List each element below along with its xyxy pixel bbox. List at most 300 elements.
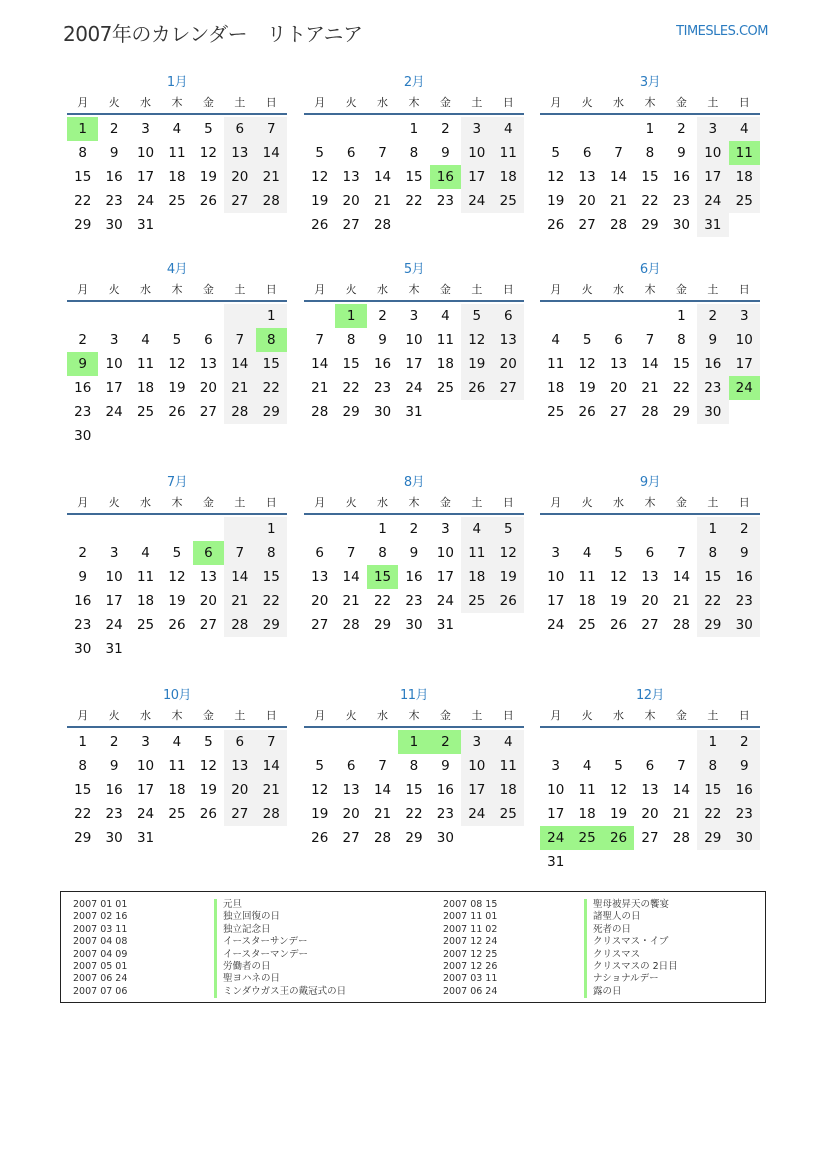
weekday-label: 木 xyxy=(171,709,183,722)
weekday-label: 水 xyxy=(377,496,389,509)
holiday-date: 2007 07 06 xyxy=(73,985,128,997)
weekday-label: 月 xyxy=(550,96,562,109)
empty-cell xyxy=(540,517,571,541)
weekday-label: 火 xyxy=(345,96,357,109)
day-cell: 20 xyxy=(199,380,217,396)
day-cell: 17 xyxy=(547,806,565,822)
empty-cell xyxy=(540,117,571,141)
day-cell: 21 xyxy=(224,589,255,613)
day-cell: 28 xyxy=(672,617,690,633)
day-cell: 13 xyxy=(224,754,255,778)
weekday-label: 火 xyxy=(108,283,120,296)
day-cell: 3 xyxy=(141,121,150,137)
day-grid xyxy=(540,117,760,237)
day-cell: 2 xyxy=(109,121,119,137)
day-cell: 13 xyxy=(609,356,628,372)
month-name: 6月 xyxy=(639,262,661,277)
day-cell: 18 xyxy=(493,165,524,189)
weekday-label: 火 xyxy=(108,709,120,722)
day-cell: 9 xyxy=(109,758,119,774)
day-cell: 23 xyxy=(405,593,423,609)
day-cell: 1 xyxy=(645,121,655,137)
weekday-label: 火 xyxy=(581,283,593,296)
day-cell: 25 xyxy=(168,193,186,209)
day-cell: 5 xyxy=(172,332,182,348)
day-cell: 11 xyxy=(493,141,524,165)
day-cell: 22 xyxy=(641,193,659,209)
weekday-label: 金 xyxy=(439,496,451,509)
day-cell: 9 xyxy=(109,145,119,161)
weekday-header xyxy=(304,280,524,302)
holiday-name: クリスマス xyxy=(584,949,640,961)
day-grid xyxy=(67,517,287,661)
day-cell: 29 xyxy=(74,830,92,846)
day-cell: 19 xyxy=(461,352,492,376)
day-cell: 27 xyxy=(224,802,255,826)
day-cell: 11 xyxy=(136,569,155,585)
holiday-name: 元旦 xyxy=(214,899,242,911)
day-cell: 28 xyxy=(373,830,392,846)
day-cell: 28 xyxy=(311,404,329,420)
day-cell: 2 xyxy=(378,308,387,324)
empty-cell xyxy=(304,517,335,541)
day-cell: 14 xyxy=(224,352,255,376)
holiday-date: 2007 11 01 xyxy=(443,911,498,923)
empty-cell xyxy=(540,304,571,328)
weekday-label: 土 xyxy=(471,496,483,509)
day-cell: 22 xyxy=(74,193,92,209)
day-cell: 1 xyxy=(677,308,686,324)
day-cell: 4 xyxy=(172,734,182,750)
day-cell: 11 xyxy=(168,758,186,774)
day-cell: 26 xyxy=(199,193,217,209)
day-cell: 29 xyxy=(641,217,659,233)
empty-cell xyxy=(540,730,571,754)
empty-cell xyxy=(335,517,366,541)
empty-cell xyxy=(130,304,161,328)
day-cell: 5 xyxy=(614,758,623,774)
day-cell: 21 xyxy=(609,193,628,209)
weekday-label: 金 xyxy=(675,496,687,509)
day-cell: 18 xyxy=(136,593,155,609)
day-cell: 27 xyxy=(342,830,360,846)
day-cell: 9 xyxy=(409,545,419,561)
holiday-cell: 25 xyxy=(571,826,602,850)
month-name: 2月 xyxy=(403,75,425,90)
day-cell: 16 xyxy=(74,593,92,609)
day-grid xyxy=(304,517,524,637)
weekday-label: 水 xyxy=(140,496,152,509)
day-cell: 17 xyxy=(697,165,728,189)
weekday-label: 火 xyxy=(345,283,357,296)
weekday-label: 土 xyxy=(471,96,483,109)
day-cell: 8 xyxy=(256,541,287,565)
holiday-name: イースターサンデー xyxy=(214,936,308,948)
holiday-cell: 1 xyxy=(398,730,429,754)
month-name: 4月 xyxy=(166,262,188,277)
empty-cell xyxy=(634,517,665,541)
day-cell: 6 xyxy=(582,145,592,161)
holiday-name: 独立記念日 xyxy=(214,924,271,936)
day-cell: 2 xyxy=(78,545,87,561)
weekday-header xyxy=(540,493,760,515)
weekday-label: 木 xyxy=(408,96,420,109)
day-cell: 19 xyxy=(547,193,565,209)
day-cell: 10 xyxy=(697,141,728,165)
day-cell: 14 xyxy=(311,356,329,372)
holiday-date: 2007 12 26 xyxy=(443,960,498,972)
day-cell: 22 xyxy=(74,806,92,822)
day-cell: 8 xyxy=(677,332,686,348)
day-cell: 12 xyxy=(311,169,329,185)
day-cell: 10 xyxy=(547,569,565,585)
weekday-label: 日 xyxy=(502,496,514,509)
day-cell: 4 xyxy=(582,545,592,561)
day-cell: 7 xyxy=(378,758,387,774)
day-cell: 9 xyxy=(729,541,760,565)
day-cell: 24 xyxy=(136,806,155,822)
day-cell: 11 xyxy=(436,332,454,348)
month-name: 9月 xyxy=(639,475,661,490)
day-cell: 12 xyxy=(199,758,217,774)
weekday-header xyxy=(540,706,760,728)
day-cell: 18 xyxy=(168,169,186,185)
day-cell: 5 xyxy=(582,332,592,348)
day-cell: 25 xyxy=(493,802,524,826)
day-cell: 9 xyxy=(729,754,760,778)
site-logo[interactable]: TIMESLES.COM xyxy=(676,24,768,39)
weekday-label: 金 xyxy=(202,96,214,109)
day-grid xyxy=(304,117,524,237)
day-cell: 7 xyxy=(256,730,287,754)
day-cell: 17 xyxy=(136,782,155,798)
empty-cell xyxy=(304,304,335,328)
weekday-label: 月 xyxy=(314,283,326,296)
holiday-name: 労働者の日 xyxy=(214,961,271,973)
empty-cell xyxy=(666,730,697,754)
day-cell: 25 xyxy=(136,404,155,420)
empty-cell xyxy=(603,304,634,328)
day-cell: 27 xyxy=(641,830,659,846)
month-block xyxy=(304,686,524,850)
day-cell: 4 xyxy=(441,308,450,324)
day-cell: 30 xyxy=(729,826,760,850)
holiday-date: 2007 12 25 xyxy=(443,948,498,960)
empty-cell xyxy=(130,517,161,541)
day-cell: 26 xyxy=(578,404,596,420)
day-cell: 21 xyxy=(256,165,287,189)
day-cell: 9 xyxy=(441,758,450,774)
weekday-label: 月 xyxy=(77,96,89,109)
day-cell: 22 xyxy=(256,376,287,400)
weekday-label: 月 xyxy=(314,96,326,109)
holiday-name: 独立回復の日 xyxy=(214,911,280,923)
holiday-cell: 15 xyxy=(367,565,398,589)
holiday-cell: 9 xyxy=(67,352,98,376)
day-cell: 26 xyxy=(199,806,217,822)
day-cell: 7 xyxy=(346,545,356,561)
empty-cell xyxy=(603,517,634,541)
day-cell: 14 xyxy=(373,782,392,798)
day-cell: 28 xyxy=(672,830,690,846)
day-cell: 16 xyxy=(436,782,454,798)
holiday-legend xyxy=(60,891,766,1003)
day-cell: 11 xyxy=(578,782,596,798)
empty-cell xyxy=(304,730,335,754)
day-cell: 24 xyxy=(461,189,492,213)
day-cell: 24 xyxy=(405,380,423,396)
day-cell: 1 xyxy=(697,730,728,754)
weekday-label: 木 xyxy=(171,496,183,509)
day-cell: 23 xyxy=(436,193,454,209)
empty-cell xyxy=(67,517,98,541)
day-cell: 31 xyxy=(105,641,123,657)
empty-cell xyxy=(224,517,255,541)
empty-cell xyxy=(335,117,366,141)
weekday-label: 日 xyxy=(738,96,750,109)
holiday-cell: 24 xyxy=(729,376,760,400)
day-cell: 22 xyxy=(405,193,423,209)
weekday-label: 水 xyxy=(613,96,625,109)
holiday-cell: 16 xyxy=(430,165,461,189)
day-cell: 30 xyxy=(373,404,392,420)
empty-cell xyxy=(98,304,129,328)
day-cell: 22 xyxy=(256,589,287,613)
day-cell: 8 xyxy=(645,145,655,161)
day-cell: 22 xyxy=(342,380,360,396)
day-cell: 21 xyxy=(373,806,392,822)
day-cell: 31 xyxy=(547,854,565,870)
day-cell: 12 xyxy=(168,569,186,585)
month-name: 12月 xyxy=(635,688,665,703)
day-cell: 29 xyxy=(373,617,392,633)
day-cell: 20 xyxy=(224,165,255,189)
day-cell: 15 xyxy=(405,782,423,798)
day-cell: 25 xyxy=(493,189,524,213)
holiday-name: 露の日 xyxy=(584,986,622,998)
weekday-label: 月 xyxy=(77,709,89,722)
day-cell: 29 xyxy=(256,400,287,424)
holiday-cell: 6 xyxy=(193,541,224,565)
day-cell: 17 xyxy=(436,569,454,585)
day-cell: 5 xyxy=(551,145,560,161)
day-cell: 14 xyxy=(256,141,287,165)
day-cell: 8 xyxy=(78,145,87,161)
weekday-label: 金 xyxy=(439,283,451,296)
holiday-date: 2007 03 11 xyxy=(443,973,498,985)
day-cell: 13 xyxy=(199,356,217,372)
month-block xyxy=(540,686,760,874)
day-cell: 6 xyxy=(614,332,623,348)
weekday-header xyxy=(67,706,287,728)
empty-cell xyxy=(193,304,224,328)
day-cell: 25 xyxy=(547,404,565,420)
day-cell: 3 xyxy=(109,545,119,561)
day-cell: 8 xyxy=(697,754,728,778)
day-cell: 12 xyxy=(493,541,524,565)
day-cell: 19 xyxy=(311,193,329,209)
day-cell: 19 xyxy=(199,782,217,798)
day-cell: 13 xyxy=(342,169,360,185)
day-cell: 10 xyxy=(436,545,454,561)
weekday-label: 木 xyxy=(408,709,420,722)
day-cell: 5 xyxy=(315,758,324,774)
weekday-label: 日 xyxy=(265,709,277,722)
day-cell: 2 xyxy=(409,521,419,537)
day-cell: 3 xyxy=(141,734,150,750)
day-cell: 25 xyxy=(168,806,186,822)
day-cell: 16 xyxy=(105,169,123,185)
day-cell: 21 xyxy=(672,806,690,822)
day-cell: 20 xyxy=(641,806,659,822)
weekday-label: 日 xyxy=(502,96,514,109)
weekday-label: 金 xyxy=(675,709,687,722)
day-cell: 4 xyxy=(551,332,560,348)
holiday-date: 2007 08 15 xyxy=(443,899,498,910)
day-cell: 10 xyxy=(461,141,492,165)
day-cell: 7 xyxy=(614,145,623,161)
day-cell: 20 xyxy=(641,593,659,609)
day-cell: 16 xyxy=(729,778,760,802)
weekday-label: 木 xyxy=(171,283,183,296)
holiday-cell: 2 xyxy=(430,730,461,754)
holiday-cell: 8 xyxy=(256,328,287,352)
day-cell: 29 xyxy=(697,826,728,850)
day-cell: 3 xyxy=(461,117,492,141)
day-cell: 25 xyxy=(136,617,155,633)
day-cell: 27 xyxy=(199,404,217,420)
empty-cell xyxy=(304,117,335,141)
day-cell: 27 xyxy=(641,617,659,633)
day-cell: 26 xyxy=(461,376,492,400)
holiday-date: 2007 01 01 xyxy=(73,899,128,910)
empty-cell xyxy=(161,517,192,541)
holiday-name: 聖母被昇天の饗宴 xyxy=(584,899,669,911)
day-cell: 27 xyxy=(493,376,524,400)
day-cell: 6 xyxy=(645,545,655,561)
weekday-label: 火 xyxy=(108,96,120,109)
weekday-label: 日 xyxy=(738,496,750,509)
day-cell: 9 xyxy=(378,332,387,348)
day-cell: 4 xyxy=(493,730,524,754)
holiday-name: 諸聖人の日 xyxy=(584,911,641,923)
day-cell: 20 xyxy=(493,352,524,376)
day-cell: 15 xyxy=(697,565,728,589)
weekday-label: 火 xyxy=(345,496,357,509)
weekday-label: 日 xyxy=(265,96,277,109)
day-cell: 17 xyxy=(105,380,123,396)
weekday-label: 日 xyxy=(265,496,277,509)
day-cell: 30 xyxy=(105,830,123,846)
day-cell: 4 xyxy=(493,117,524,141)
day-cell: 19 xyxy=(311,806,329,822)
day-cell: 28 xyxy=(373,217,392,233)
day-cell: 18 xyxy=(461,565,492,589)
weekday-header xyxy=(67,93,287,115)
day-grid xyxy=(304,730,524,850)
day-cell: 14 xyxy=(672,569,690,585)
weekday-label: 水 xyxy=(613,283,625,296)
day-cell: 17 xyxy=(461,778,492,802)
day-cell: 11 xyxy=(168,145,186,161)
day-cell: 11 xyxy=(493,754,524,778)
day-cell: 30 xyxy=(729,613,760,637)
day-cell: 4 xyxy=(141,545,150,561)
day-cell: 11 xyxy=(461,541,492,565)
day-cell: 20 xyxy=(342,193,360,209)
day-cell: 17 xyxy=(547,593,565,609)
holiday-cell: 24 xyxy=(540,826,571,850)
weekday-label: 月 xyxy=(314,709,326,722)
weekday-label: 水 xyxy=(377,283,389,296)
day-cell: 7 xyxy=(224,328,255,352)
weekday-label: 火 xyxy=(108,496,120,509)
month-name: 3月 xyxy=(639,75,661,90)
day-cell: 15 xyxy=(641,169,659,185)
empty-cell xyxy=(571,117,602,141)
day-cell: 19 xyxy=(199,169,217,185)
day-cell: 28 xyxy=(256,802,287,826)
month-name: 8月 xyxy=(403,475,425,490)
weekday-label: 土 xyxy=(234,96,246,109)
weekday-label: 水 xyxy=(377,96,389,109)
weekday-label: 金 xyxy=(202,496,214,509)
empty-cell xyxy=(634,730,665,754)
weekday-header xyxy=(67,280,287,302)
day-cell: 5 xyxy=(493,517,524,541)
empty-cell xyxy=(224,304,255,328)
holiday-name: 死者の日 xyxy=(584,924,631,936)
weekday-label: 月 xyxy=(550,283,562,296)
day-cell: 29 xyxy=(697,613,728,637)
day-cell: 20 xyxy=(578,193,596,209)
day-cell: 18 xyxy=(436,356,454,372)
day-cell: 27 xyxy=(311,617,329,633)
day-cell: 23 xyxy=(105,806,123,822)
day-cell: 6 xyxy=(204,332,213,348)
holiday-name: クリスマスの 2日目 xyxy=(584,961,678,973)
month-block xyxy=(540,260,760,424)
empty-cell xyxy=(666,517,697,541)
day-cell: 10 xyxy=(105,356,123,372)
holiday-date: 2007 05 01 xyxy=(73,960,128,972)
day-cell: 5 xyxy=(172,545,182,561)
day-cell: 13 xyxy=(224,141,255,165)
day-cell: 11 xyxy=(136,356,155,372)
empty-cell xyxy=(67,304,98,328)
day-cell: 12 xyxy=(168,356,186,372)
day-cell: 14 xyxy=(224,565,255,589)
day-cell: 3 xyxy=(697,117,728,141)
day-grid xyxy=(540,517,760,637)
day-cell: 29 xyxy=(672,404,690,420)
weekday-label: 火 xyxy=(345,709,357,722)
day-cell: 5 xyxy=(204,121,213,137)
holiday-cell: 26 xyxy=(603,826,634,850)
day-cell: 8 xyxy=(78,758,87,774)
day-cell: 2 xyxy=(677,121,686,137)
holiday-name: 聖ヨハネの日 xyxy=(214,973,280,985)
weekday-label: 月 xyxy=(77,496,89,509)
month-block xyxy=(67,260,287,448)
day-cell: 20 xyxy=(311,593,329,609)
weekday-label: 木 xyxy=(171,96,183,109)
day-cell: 12 xyxy=(578,356,596,372)
day-cell: 13 xyxy=(493,328,524,352)
empty-cell xyxy=(634,304,665,328)
day-cell: 15 xyxy=(697,778,728,802)
day-cell: 2 xyxy=(697,304,728,328)
